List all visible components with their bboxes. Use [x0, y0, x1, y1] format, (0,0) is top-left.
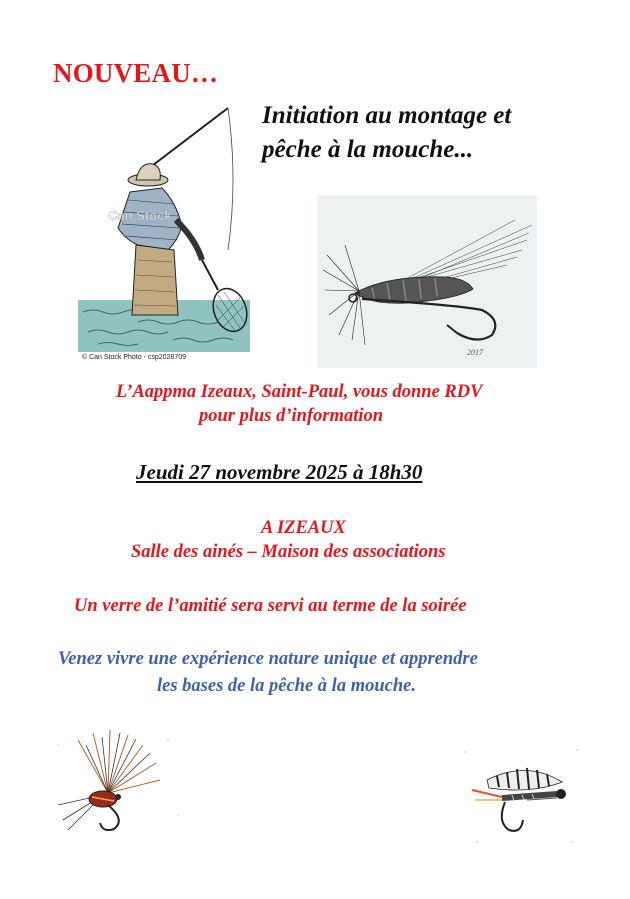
rdv-line-1: L’Aappma Izeaux, Saint-Paul, vous donne RDV: [116, 382, 483, 402]
rdv-line-2: pour plus d’information: [199, 406, 384, 426]
subtitle-line-1: Initiation au montage et: [262, 102, 512, 129]
fly-left-image: [48, 725, 188, 835]
fly-right-image: [457, 742, 587, 852]
invite-line-2: les bases de la pêche à la mouche.: [157, 676, 416, 696]
fly-sketch-image: [317, 195, 537, 368]
event-date: Jeudi 27 novembre 2025 à 18h30: [136, 460, 423, 484]
place-venue: Salle des ainés – Maison des associations: [131, 542, 446, 562]
fly-sketch-signature: 2017: [467, 348, 483, 357]
place-town: A IZEAUX: [261, 518, 346, 538]
fisherman-illustration: [78, 100, 250, 362]
photo-credit: © Can Stock Photo - csp2028709: [82, 354, 186, 361]
headline: NOUVEAU…: [53, 58, 219, 88]
subtitle: [262, 99, 511, 167]
drink-note: Un verre de l’amitié sera servi au terme de la soirée: [74, 596, 467, 616]
subtitle-line-2: pêche à la mouche...: [262, 136, 474, 163]
invite-line-1: Venez vivre une expérience nature unique et apprendre: [58, 649, 478, 669]
watermark-text: Can Stock: [108, 208, 172, 223]
